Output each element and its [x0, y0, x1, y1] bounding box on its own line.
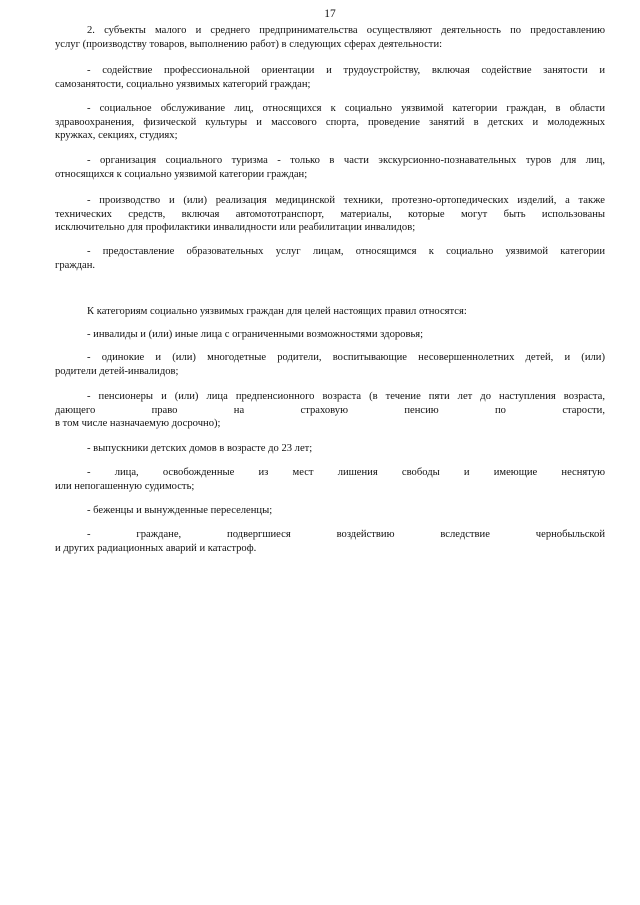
paragraph-refugees: [55, 504, 605, 518]
text-line: относящихся к социально уязвимой категории граждан;: [55, 168, 308, 180]
text-line: кружках, секциях, студиях;: [55, 130, 178, 141]
text-line: самозанятости, социально уязвимых категорий граждан;: [55, 78, 311, 90]
text-line: - предоставление образовательных услуг лицам, относящимся к социально уязвимой категории: [87, 246, 605, 257]
text-line: 2. субъекты малого и среднего предпринимательства осуществляют деятельность по предоставлению: [87, 25, 605, 36]
paragraph-chernobyl-victims: [55, 528, 605, 555]
text-line: - содействие профессиональной ориентации и трудоустройству, включая содействие занятости и: [87, 65, 605, 76]
paragraph-social-tourism: [55, 154, 605, 181]
text-line: - социальное обслуживание лиц, относящихся к социально уязвимой категории граждан, в области: [87, 103, 605, 114]
paragraph-categories-intro: [55, 305, 605, 319]
page-number: 17: [324, 8, 336, 20]
paragraph-disabled-persons: [55, 328, 605, 342]
text-line: родители детей-инвалидов;: [55, 365, 179, 377]
text-line: - инвалиды и (или) иные лица с ограниченными возможностями здоровья;: [87, 329, 424, 340]
text-line: - лица, освобожденные из мест лишения свободы и имеющие неснятую: [87, 467, 605, 478]
text-line: - беженцы и вынужденные переселенцы;: [87, 505, 273, 516]
text-line: исключительно для профилактики инвалидности или реабилитации инвалидов;: [55, 222, 416, 233]
paragraph-employment-assistance: [55, 64, 605, 91]
text-line: и других радиационных аварий и катастроф.: [55, 542, 257, 554]
text-line: - граждане, подвергшиеся воздействию вследствие чернобыльской: [87, 529, 605, 540]
text-line: здравоохранения, физической культуры и массового спорта, проведение занятий в детских и молодежных: [55, 116, 605, 128]
paragraph-orphanage-graduates: [55, 442, 605, 456]
text-line: К категориям социально уязвимых граждан для целей настоящих правил относятся:: [87, 306, 467, 317]
paragraph-social-services: [55, 102, 605, 143]
text-line: или непогашенную судимость;: [55, 480, 195, 492]
paragraph-single-parents: [55, 351, 605, 378]
paragraph-sme-activities: [55, 24, 605, 51]
text-line: - пенсионеры и (или) лица предпенсионного возраста (в течение пяти лет до наступления возраста,: [87, 391, 605, 402]
text-line: дающего право на страховую пенсию по старости,: [55, 404, 605, 416]
text-line: услуг (производству товаров, выполнению работ) в следующих сферах деятельности:: [55, 38, 443, 50]
paragraph-pensioners: [55, 390, 605, 431]
text-line: граждан.: [55, 259, 96, 271]
paragraph-former-prisoners: [55, 466, 605, 493]
text-line: - производство и (или) реализация медицинской техники, протезно-ортопедических изделий, а также: [87, 195, 605, 206]
text-line: технических средств, включая автомототранспорт, материалы, которые могут быть использованы: [55, 208, 605, 220]
paragraph-medical-equipment: [55, 194, 605, 235]
text-line: - одинокие и (или) многодетные родители, воспитывающие несовершеннолетних детей, и (или): [87, 352, 605, 363]
text-line: в том числе назначаемую досрочно);: [55, 418, 221, 429]
paragraph-educational-services: [55, 245, 605, 272]
text-line: - организация социального туризма - только в части экскурсионно-познавательных туров для лиц,: [87, 155, 605, 166]
text-line: - выпускники детских домов в возрасте до 23 лет;: [87, 443, 313, 454]
